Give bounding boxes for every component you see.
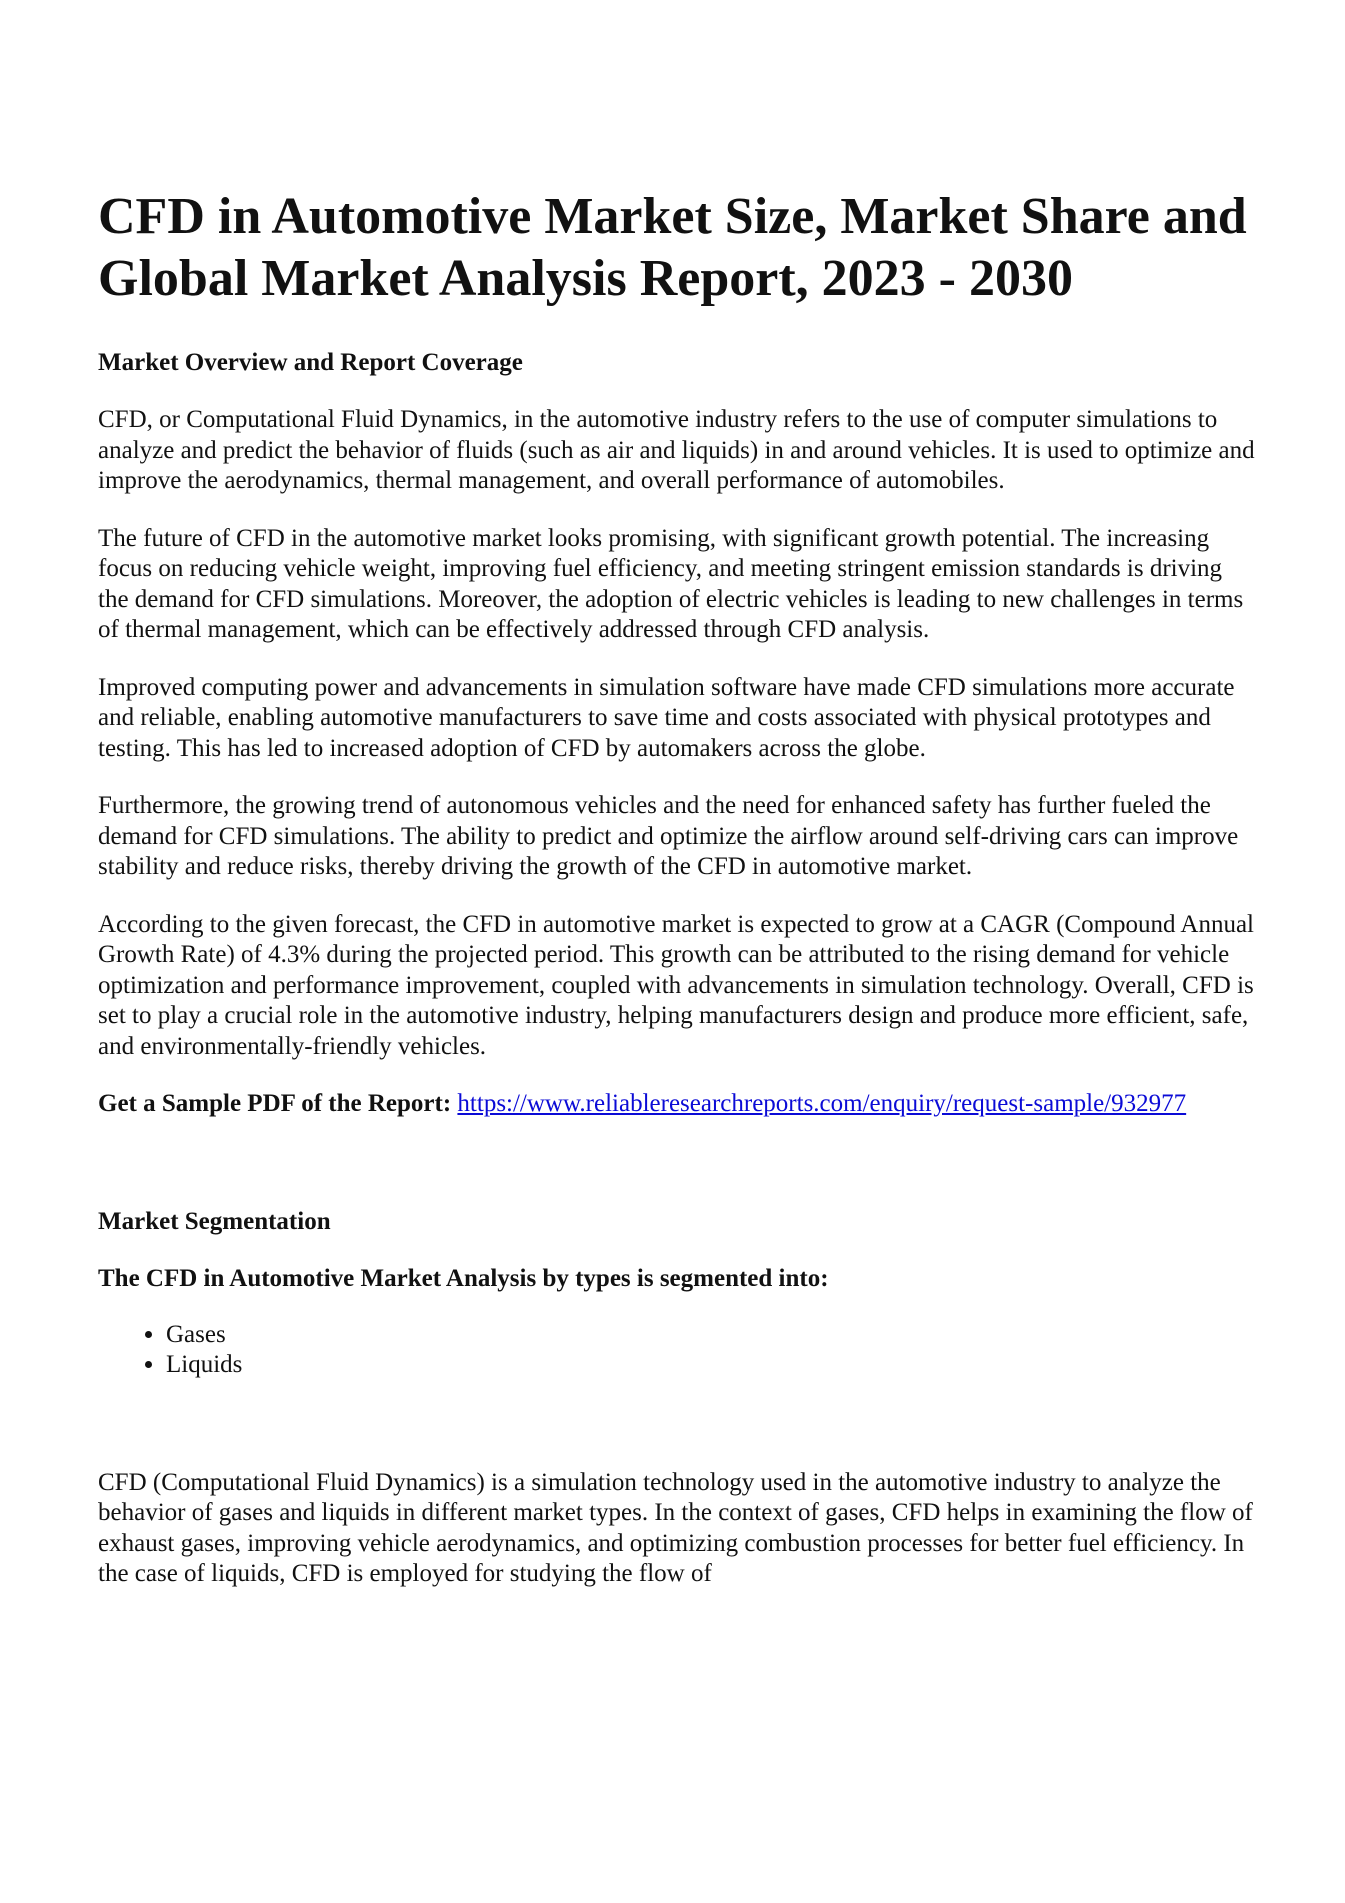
sample-pdf-label: Get a Sample PDF of the Report: [98, 1090, 452, 1117]
overview-paragraph-4: Furthermore, the growing trend of autonomous vehicles and the need for enhanced safety has further fueled the demand for CFD simulations. The ability to predict and optimize the airflow around self-driving cars can improve stability and reduce risks, thereby driving the growth of the CFD in automotive market. [98, 792, 1239, 880]
types-list [98, 1320, 1258, 1381]
types-heading: The CFD in Automotive Market Analysis by types is segmented into: [98, 1264, 829, 1292]
overview-paragraph-2: The future of CFD in the automotive market looks promising, with significant growth potential. The increasing focus on reducing vehicle weight, improving fuel efficiency, and meeting stringent emission standards is driving the demand for CFD simulations. Moreover, the adoption of electric vehicles is leading to new challenges in terms of thermal management, which can be effectively addressed through CFD analysis. [98, 524, 1244, 643]
overview-paragraph-3: Improved computing power and advancements in simulation software have made CFD simulations more accurate and reliable, enabling automotive manufacturers to save time and costs associated with physical prototypes and testing. This has led to increased adoption of CFD by automakers across the globe. [98, 673, 1235, 762]
list-item: • Gases [166, 1320, 1258, 1351]
report-page [98, 186, 1258, 1590]
overview-heading: Market Overview and Report Coverage [98, 349, 523, 376]
overview-paragraph-5: According to the given forecast, the CFD in automotive market is expected to grow at a CAGR (Compound Annual Growth Rate) of 4.3% during the projected period. This growth can be attributed to the rising demand for vehicle optimization and performance improvement, coupled with advancements in simulation technology. Overall, CFD is set to play a crucial role in the automotive industry, helping manufacturers design and produce more efficient, safe, and environmentally-friendly vehicles. [98, 910, 1255, 1060]
sample-pdf-link[interactable]: https://www.reliableresearchreports.com/enquiry/request-sample/932977 [457, 1090, 1187, 1117]
overview-paragraph-1: CFD, or Computational Fluid Dynamics, in the automotive industry refers to the use of computer simulations to analyze and predict the behavior of fluids (such as air and liquids) in and around vehicles. It is used to optimize and improve the aerodynamics, thermal management, and overall performance of automobiles. [98, 406, 1255, 494]
segmentation-heading: Market Segmentation [98, 1207, 331, 1235]
list-item: • Liquids [166, 1350, 1258, 1381]
sample-pdf-line [98, 1089, 1258, 1120]
page-title: CFD in Automotive Market Size, Market Share and Global Market Analysis Report, 2023 - 2030 [98, 188, 1247, 307]
segmentation-paragraph: CFD (Computational Fluid Dynamics) is a simulation technology used in the automotive industry to analyze the behavior of gases and liquids in different market types. In the context of gases, CFD helps in examining the flow of exhaust gases, improving vehicle aerodynamics, and optimizing combustion processes for better fuel efficiency. In the case of liquids, CFD is employed for studying the flow of [98, 1468, 1253, 1587]
